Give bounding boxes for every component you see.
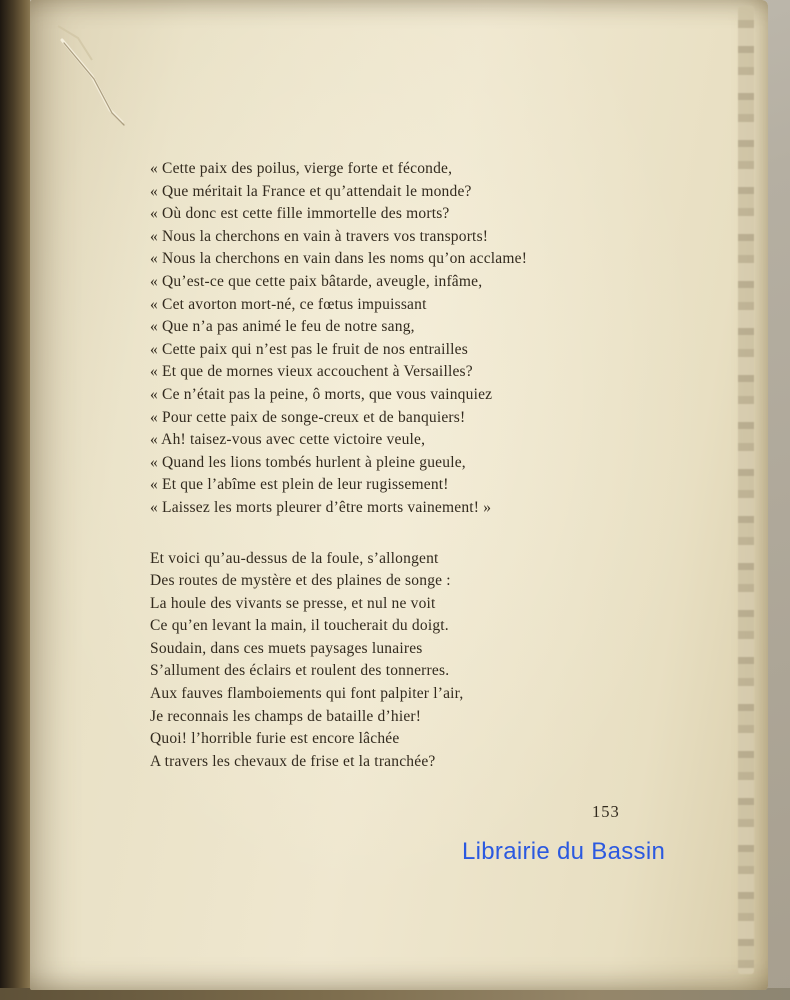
poem-line: « Ah! taisez-vous avec cette victoire veule, <box>150 431 426 449</box>
poem-line: « Cette paix qui n’est pas le fruit de nos entrailles <box>150 340 468 358</box>
poem-line: « Qu’est-ce que cette paix bâtarde, aveugle, infâme, <box>150 272 483 290</box>
poem-line: « Nous la cherchons en vain à travers vos transports! <box>150 227 489 245</box>
poem-line: A travers les chevaux de frise et la tranchée? <box>150 752 436 770</box>
poem-line: « Cet avorton mort-né, ce fœtus impuissant <box>150 295 427 313</box>
poem-line: « Laissez les morts pleurer d’être morts vainement! » <box>150 498 492 516</box>
poem-line: Je reconnais les champs de bataille d’hier! <box>150 707 422 725</box>
poem-stanza-2 <box>150 548 750 774</box>
poem-line: « Où donc est cette fille immortelle des morts? <box>150 205 450 223</box>
poem-text <box>150 158 750 773</box>
poem-line: Quoi! l’horrible furie est encore lâchée <box>150 730 400 748</box>
poem-line: « Nous la cherchons en vain dans les noms qu’on acclame! <box>150 250 528 268</box>
poem-line: Aux fauves flamboiements qui font palpiter l’air, <box>150 685 464 703</box>
deckle-edge <box>738 6 754 974</box>
poem-line: La houle des vivants se presse, et nul ne voit <box>150 594 436 612</box>
bookseller-watermark: Librairie du Bassin <box>462 838 666 865</box>
poem-line: « Et que l’abîme est plein de leur rugissement! <box>150 476 449 494</box>
poem-line: « Ce n’était pas la peine, ô morts, que vous vainquiez <box>150 385 493 403</box>
poem-line: Des routes de mystère et des plaines de songe : <box>150 572 451 590</box>
poem-line: Et voici qu’au-dessus de la foule, s’allongent <box>150 549 439 567</box>
poem-line: S’allument des éclairs et roulent des tonnerres. <box>150 662 450 680</box>
poem-line: « Que méritait la France et qu’attendait le monde? <box>150 182 472 200</box>
poem-line: « Pour cette paix de songe-creux et de banquiers! <box>150 408 466 426</box>
poem-line: « Que n’a pas animé le feu de notre sang, <box>150 318 415 336</box>
poem-line: Ce qu’en levant la main, il toucherait du doigt. <box>150 617 449 635</box>
page-number: 153 <box>592 802 620 821</box>
poem-line: « Cette paix des poilus, vierge forte et féconde, <box>150 160 453 177</box>
book-page <box>30 0 768 990</box>
poem-line: Soudain, dans ces muets paysages lunaires <box>150 639 423 657</box>
paper-tear-mark <box>48 18 188 158</box>
poem-line: « Quand les lions tombés hurlent à pleine gueule, <box>150 453 466 471</box>
book-cover-edge <box>0 0 30 1000</box>
poem-stanza-1 <box>150 158 750 520</box>
poem-line: « Et que de mornes vieux accouchent à Versailles? <box>150 363 473 381</box>
